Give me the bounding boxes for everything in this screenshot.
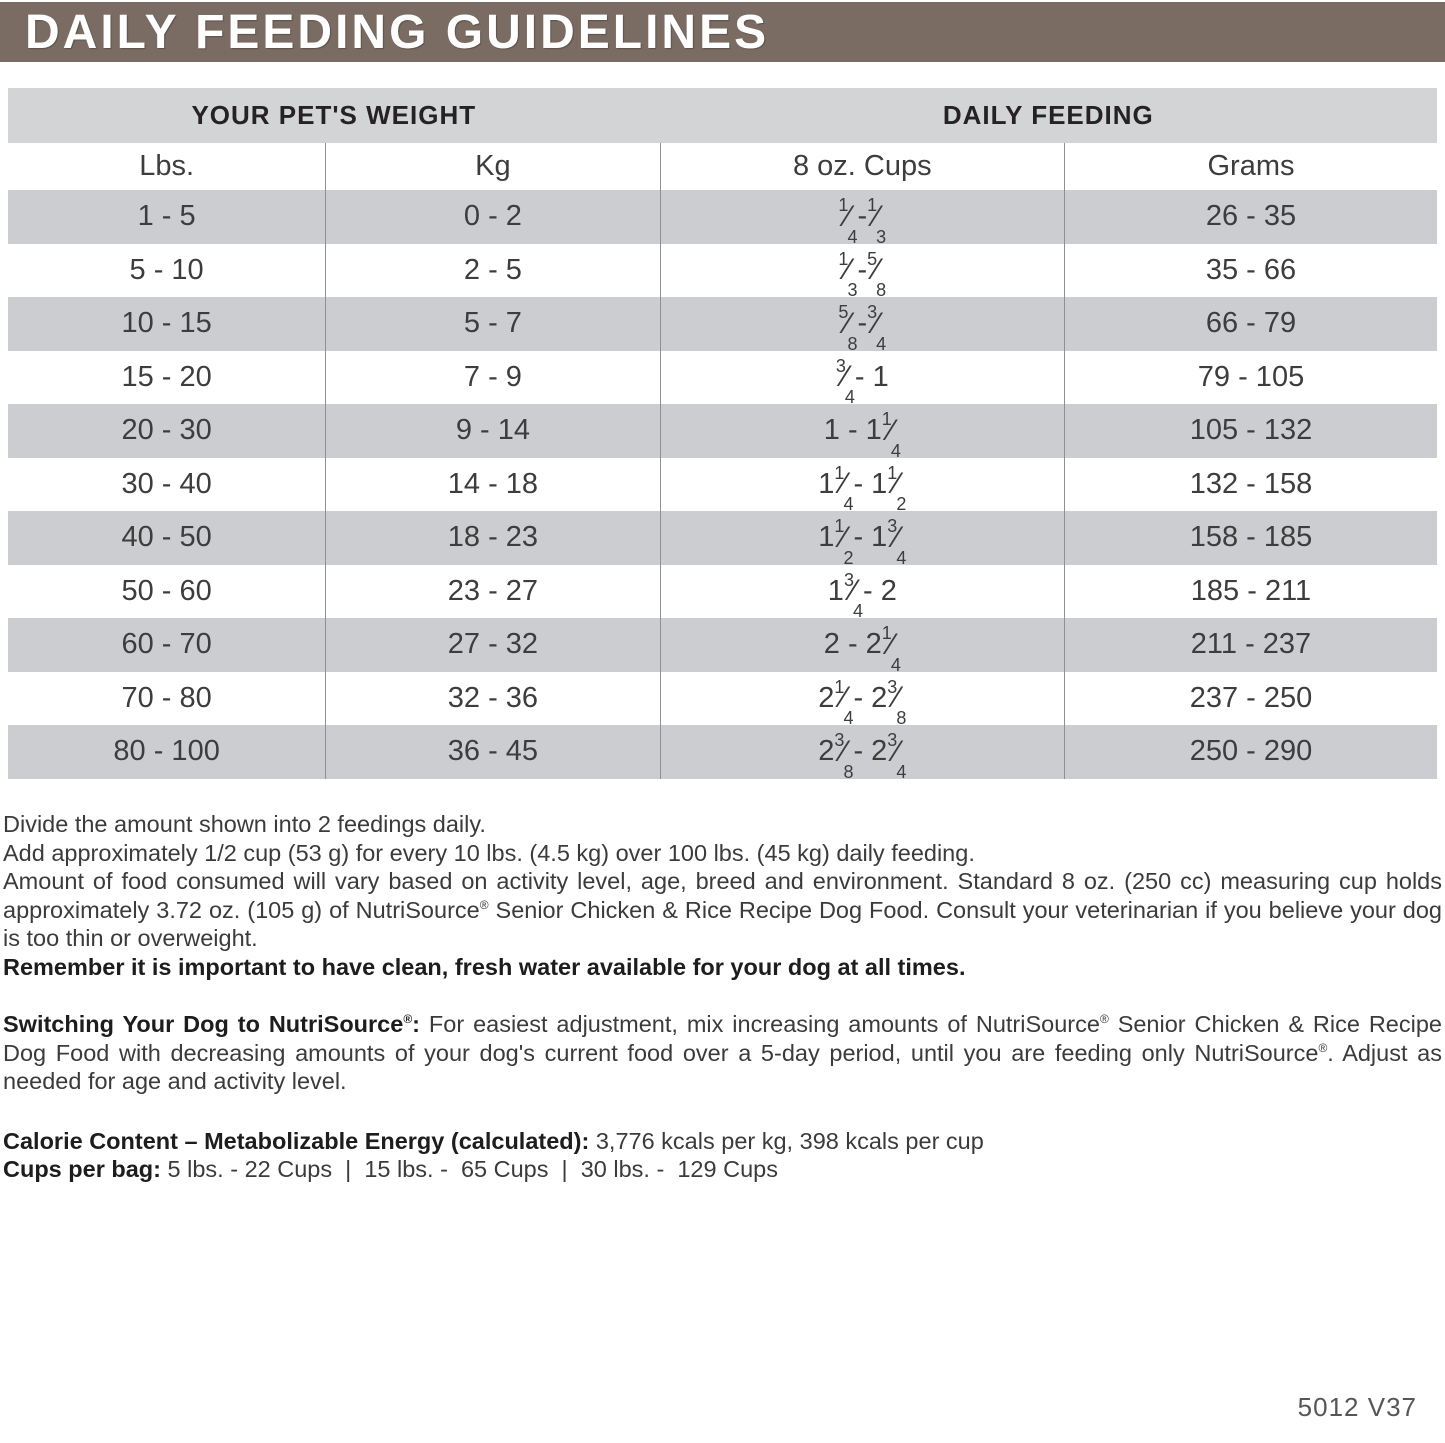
table-row xyxy=(8,725,1437,782)
table-row xyxy=(8,190,1437,247)
note-line: Add approximately 1/2 cup (53 g) for every 10 lbs. (4.5 kg) over 100 lbs. (45 kg) daily feeding. xyxy=(3,839,975,866)
cell-lbs: 10 - 15 xyxy=(121,307,212,340)
cell-lbs: 60 - 70 xyxy=(121,628,212,661)
column-header-kg: Kg xyxy=(325,143,659,190)
note-line: Divide the amount shown into 2 feedings daily. xyxy=(3,811,486,837)
cell-grams: 105 - 132 xyxy=(1064,404,1437,458)
cell-kg: 32 - 36 xyxy=(325,672,659,726)
cell-lbs: 1 - 5 xyxy=(137,200,196,233)
cell-lbs: 70 - 80 xyxy=(121,681,212,714)
cell-kg: 27 - 32 xyxy=(325,618,659,672)
switching-paragraph xyxy=(3,1010,1442,1096)
cups-per-bag-lead: Cups per bag: xyxy=(3,1156,161,1182)
table-group-header-row xyxy=(8,88,1437,143)
column-header-grams: Grams xyxy=(1064,143,1437,190)
cell-grams: 26 - 35 xyxy=(1064,190,1437,244)
cell-grams: 185 - 211 xyxy=(1064,565,1437,619)
switching-text: For easiest adjustment, mix increasing amounts of NutriSource® Senior Chicken & Rice Recipe Dog Food with decreasing amounts of your dog's current food over a 5-day period, until you are feeding only NutriSource®. Adjust as needed for age and activity level. xyxy=(3,1011,1442,1094)
cell-kg: 0 - 2 xyxy=(325,190,659,244)
table-row xyxy=(8,618,1437,675)
title-bar xyxy=(0,2,1445,62)
group-header-pet-weight: YOUR PET'S WEIGHT xyxy=(191,100,477,130)
cell-cups: $^3⁄_4$ - 1 xyxy=(660,351,1064,405)
page-title: DAILY FEEDING GUIDELINES xyxy=(25,5,770,59)
table-row xyxy=(8,458,1437,515)
table-row xyxy=(8,244,1437,301)
cell-lbs: 40 - 50 xyxy=(121,521,212,554)
cell-lbs: 30 - 40 xyxy=(121,467,212,500)
cell-kg: 18 - 23 xyxy=(325,511,659,565)
cell-cups: 1 $^1⁄_4$ - 1 $^1⁄_2$ xyxy=(660,458,1064,512)
cell-cups: $^1⁄_4$ - $^1⁄_3$ xyxy=(660,190,1064,244)
cell-kg: 14 - 18 xyxy=(325,458,659,512)
calorie-content-line xyxy=(3,1127,1442,1156)
cell-lbs: 80 - 100 xyxy=(113,735,220,768)
column-header-lbs: Lbs. xyxy=(139,150,195,182)
cell-cups: 1 - 1 $^1⁄_4$ xyxy=(660,404,1064,458)
cups-per-bag-text: 5 lbs. - 22 Cups | 15 lbs. - 65 Cups | 30 lbs. - 129 Cups xyxy=(160,1156,778,1182)
table-row xyxy=(8,672,1437,729)
table-row xyxy=(8,351,1437,408)
cell-grams: 66 - 79 xyxy=(1064,297,1437,351)
cell-lbs: 5 - 10 xyxy=(129,253,204,286)
table-row xyxy=(8,404,1437,461)
cell-lbs: 20 - 30 xyxy=(121,414,212,447)
cell-kg: 7 - 9 xyxy=(325,351,659,405)
cell-kg: 9 - 14 xyxy=(325,404,659,458)
table-body xyxy=(8,190,1437,782)
cell-lbs: 15 - 20 xyxy=(121,360,212,393)
cell-kg: 36 - 45 xyxy=(325,725,659,779)
cell-cups: 1 $^3⁄_4$ - 2 xyxy=(660,565,1064,619)
note-line: Remember it is important to have clean, fresh water available for your dog at all times. xyxy=(3,953,966,980)
cell-grams: 237 - 250 xyxy=(1064,672,1437,726)
cell-grams: 250 - 290 xyxy=(1064,725,1437,779)
cups-per-bag-line xyxy=(3,1155,1442,1184)
table-column-header-row xyxy=(8,143,1437,190)
table-row xyxy=(8,565,1437,622)
cell-cups: 1 $^1⁄_2$ - 1 $^3⁄_4$ xyxy=(660,511,1064,565)
cell-grams: 132 - 158 xyxy=(1064,458,1437,512)
cell-grams: 158 - 185 xyxy=(1064,511,1437,565)
cell-cups: 2 - 2 $^1⁄_4$ xyxy=(660,618,1064,672)
product-code: 5012 V37 xyxy=(1297,1392,1417,1422)
table-row xyxy=(8,511,1437,568)
cell-kg: 5 - 7 xyxy=(325,297,659,351)
feeding-table xyxy=(8,88,1437,782)
calorie-lead: Calorie Content – Metabolizable Energy (calculated): xyxy=(3,1127,590,1154)
cell-grams: 35 - 66 xyxy=(1064,244,1437,298)
calorie-text: 3,776 kcals per kg, 398 kcals per cup xyxy=(589,1127,984,1154)
cell-kg: 23 - 27 xyxy=(325,565,659,619)
column-header-cups: 8 oz. Cups xyxy=(660,143,1064,190)
cell-cups: 2 $^3⁄_8$ - 2 $^3⁄_4$ xyxy=(660,725,1064,779)
cell-grams: 211 - 237 xyxy=(1064,618,1437,672)
cell-kg: 2 - 5 xyxy=(325,244,659,298)
feeding-notes xyxy=(3,810,1442,981)
notes-section xyxy=(0,810,1445,1184)
note-line: Amount of food consumed will vary based on activity level, age, breed and environment. Standard 8 oz. (250 cc) measuring cup holds approximately 3.72 oz. (105 g) of NutriSource® Senior Chicken & Rice Recipe Dog Food. Consult your veterinarian if you believe your dog is too thin or overweight. xyxy=(3,868,1442,951)
group-header-daily-feeding: DAILY FEEDING xyxy=(942,100,1154,130)
cell-cups: $^1⁄_3$ - $^5⁄_8$ xyxy=(660,244,1064,298)
cell-cups: $^5⁄_8$ - $^3⁄_4$ xyxy=(660,297,1064,351)
cell-grams: 79 - 105 xyxy=(1064,351,1437,405)
cell-lbs: 50 - 60 xyxy=(121,574,212,607)
table-row xyxy=(8,297,1437,354)
cell-cups: 2 $^1⁄_4$ - 2 $^3⁄_8$ xyxy=(660,672,1064,726)
switching-lead: Switching Your Dog to NutriSource®: xyxy=(3,1011,420,1037)
